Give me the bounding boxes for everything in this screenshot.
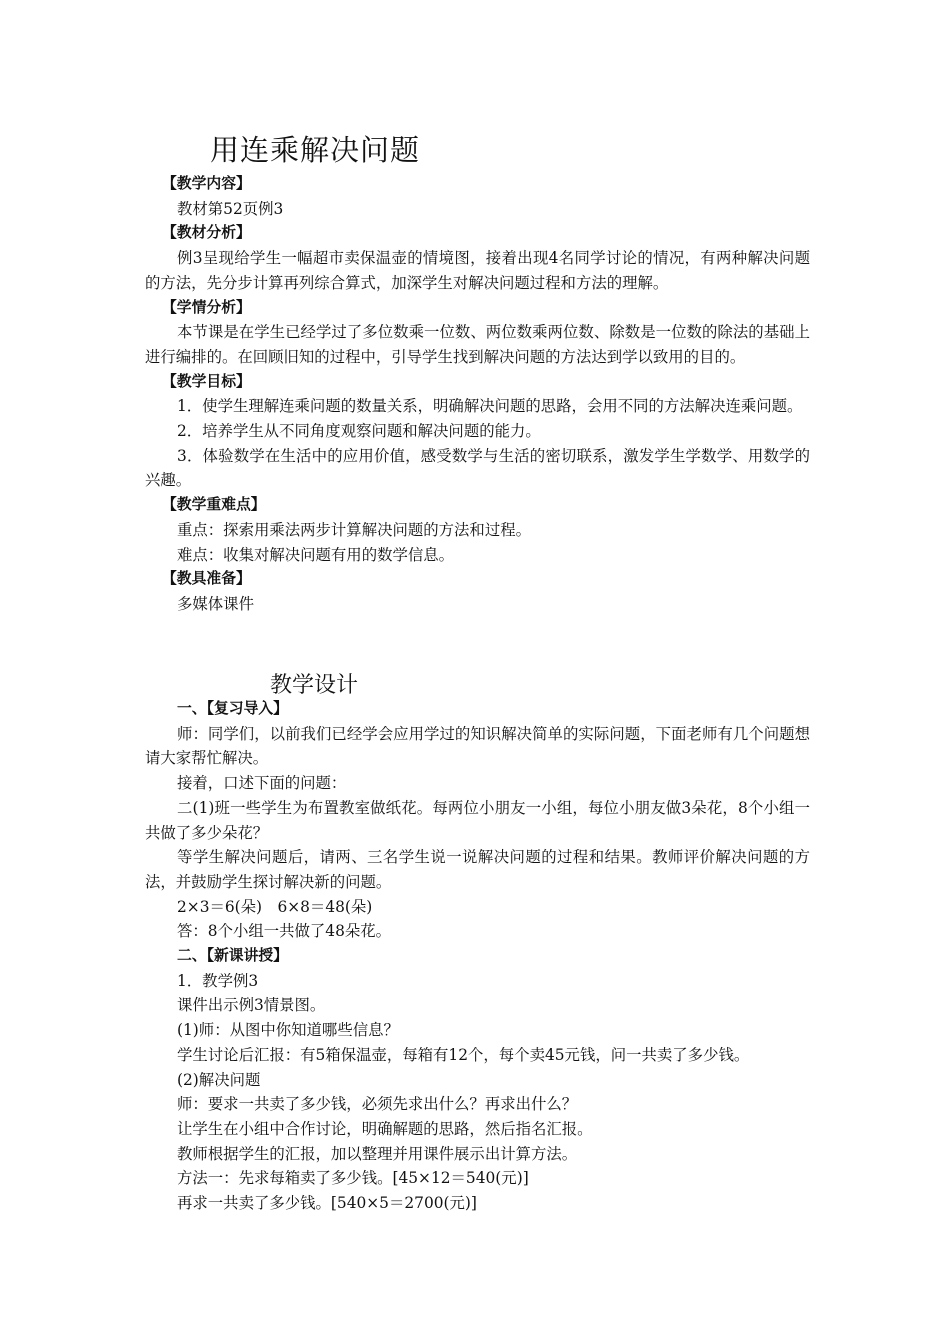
goal-3: 3．体验数学在生活中的应用价值，感受数学与生活的密切联系，激发学生学数学、用数学的兴趣。 [145, 446, 810, 490]
new-lesson-line: 课件出示例3情景图。 [177, 996, 326, 1015]
new-lesson-line: 教师根据学生的汇报，加以整理并用课件展示出计算方法。 [177, 1144, 578, 1163]
review-problem: 二(1)班一些学生为布置教室做纸花。每两位小朋友一小组，每位小朋友做3朵花，8个小组一共做了多少朵花？ [145, 798, 810, 842]
difficult-point: 难点：收集对解决问题有用的数学信息。 [177, 545, 455, 564]
method-one: 方法一：先求每箱卖了多少钱。[45×12＝540(元)] [177, 1169, 529, 1188]
learner-analysis-text: 本节课是在学生已经学过了多位数乘一位数、两位数乘两位数、除数是一位数的除法的基础上进行编排的。在回顾旧知的过程中，引导学生找到解决问题的方法达到学以致用的目的。 [145, 323, 810, 366]
teaching-tools-text: 多媒体课件 [177, 594, 254, 613]
new-lesson-line: 学生讨论后汇报：有5箱保温壶，每箱有12个，每个卖45元钱，问一共卖了多少钱。 [177, 1045, 750, 1064]
material-analysis-text: 例3呈现给学生一幅超市卖保温壶的情境图，接着出现4名同学讨论的情况，有两种解决问题的方法，先分步计算再列综合算式，加深学生对解决问题过程和方法的理解。 [145, 249, 810, 292]
heading-key-points: 【教学重难点】 [162, 496, 266, 514]
lesson-design [145, 697, 810, 1216]
goal-2: 2．培养学生从不同角度观察问题和解决问题的能力。 [177, 422, 541, 441]
review-answer: 答：8个小组一共做了48朵花。 [177, 922, 392, 941]
goal-1: 1．使学生理解连乘问题的数量关系，明确解决问题的思路，会用不同的方法解决连乘问题。 [177, 397, 803, 416]
new-lesson-line: (2)解决问题 [177, 1070, 261, 1089]
teaching-content-text: 教材第52页例3 [177, 199, 284, 218]
method-one-step-two: 再求一共卖了多少钱。[540×5＝2700(元)] [177, 1194, 477, 1213]
heading-learner-analysis: 【学情分析】 [162, 298, 251, 316]
new-lesson-line: 师：要求一共卖了多少钱，必须先求出什么？再求出什么？ [177, 1095, 578, 1114]
review-paragraph: 等学生解决问题后，请两、三名学生说一说解决问题的过程和结果。教师评价解决问题的方法，并鼓励学生探讨解决新的问题。 [145, 848, 810, 891]
new-lesson-line: 让学生在小组中合作讨论，明确解题的思路，然后指名汇报。 [177, 1119, 593, 1138]
heading-review: 一、【复习导入】 [177, 700, 288, 717]
heading-new-lesson: 二、【新课讲授】 [177, 947, 288, 965]
heading-material-analysis: 【教材分析】 [162, 224, 251, 242]
review-paragraph: 接着，口述下面的问题： [177, 774, 347, 793]
page-title: 用连乘解决问题 [210, 133, 421, 167]
review-paragraph: 师：同学们，以前我们已经学会应用学过的知识解决简单的实际问题，下面老师有几个问题想请大家帮忙解决。 [145, 724, 810, 768]
review-calculation: 2×3＝6(朵) 6×8＝48(朵) [177, 897, 373, 916]
heading-teaching-goals: 【教学目标】 [162, 372, 251, 390]
heading-teaching-tools: 【教具准备】 [162, 570, 251, 588]
key-point: 重点：探索用乘法两步计算解决问题的方法和过程。 [177, 520, 531, 539]
new-lesson-line: 1．教学例3 [177, 971, 259, 990]
lesson-overview [145, 172, 810, 617]
new-lesson-line: (1)师：从图中你知道哪些信息？ [177, 1021, 399, 1040]
heading-teaching-content: 【教学内容】 [162, 175, 251, 192]
design-subtitle: 教学设计 [270, 673, 359, 698]
